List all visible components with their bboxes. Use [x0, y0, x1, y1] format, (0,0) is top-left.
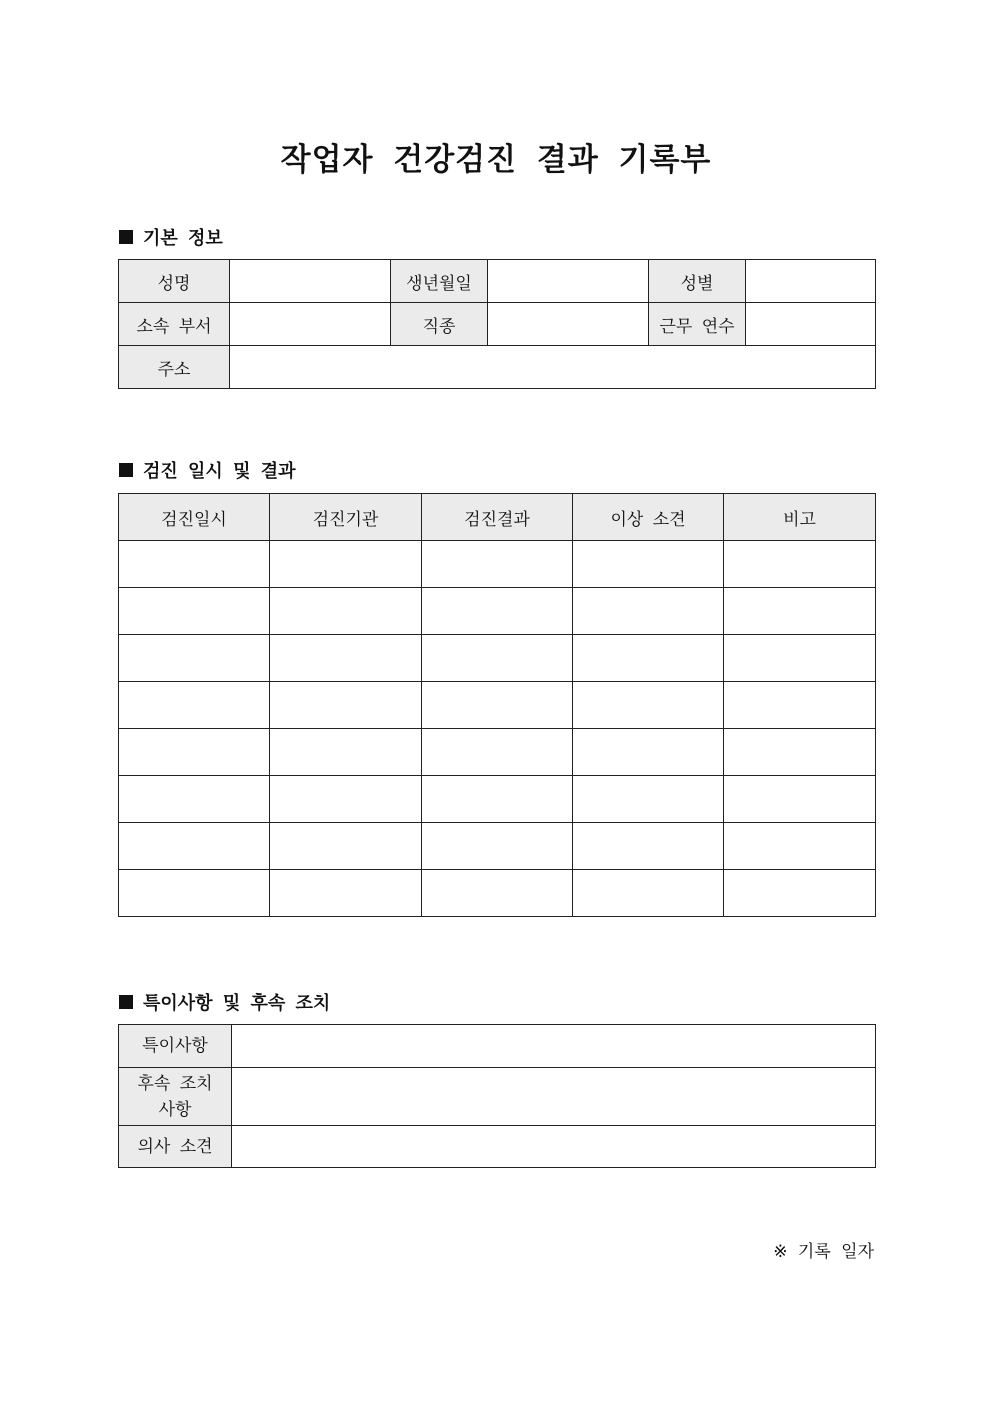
- table-cell[interactable]: [270, 588, 422, 635]
- table-cell[interactable]: [573, 823, 724, 870]
- section-heading-basic-info: [119, 224, 223, 250]
- table-cell[interactable]: [270, 776, 422, 823]
- table-cell[interactable]: [270, 541, 422, 588]
- table-cell[interactable]: [119, 541, 270, 588]
- table-cell[interactable]: [573, 682, 724, 729]
- notes-table: [118, 1024, 876, 1168]
- square-bullet-icon: [119, 230, 133, 244]
- table-row: [119, 870, 876, 917]
- label-department: 소속 부서: [119, 303, 230, 346]
- gender-field[interactable]: [746, 260, 876, 303]
- table-cell[interactable]: [119, 635, 270, 682]
- label-gender: 성별: [649, 260, 746, 303]
- job-type-field[interactable]: [488, 303, 649, 346]
- table-cell[interactable]: [422, 682, 573, 729]
- square-bullet-icon: [119, 995, 133, 1009]
- column-header-abnormal-findings: 이상 소견: [573, 494, 724, 541]
- special-notes-field[interactable]: [232, 1025, 876, 1068]
- table-cell[interactable]: [270, 729, 422, 776]
- doctor-opinion-field[interactable]: [232, 1126, 876, 1168]
- label-doctor-opinion: 의사 소견: [119, 1126, 232, 1168]
- label-special-notes: 특이사항: [119, 1025, 232, 1068]
- table-row: [119, 682, 876, 729]
- label-name: 성명: [119, 260, 230, 303]
- table-cell[interactable]: [724, 870, 876, 917]
- table-cell[interactable]: [724, 776, 876, 823]
- label-years-of-service: 근무 연수: [649, 303, 746, 346]
- department-field[interactable]: [230, 303, 391, 346]
- table-cell[interactable]: [119, 870, 270, 917]
- label-follow-up-line2: 사항: [158, 1099, 192, 1120]
- table-row: [119, 776, 876, 823]
- address-field[interactable]: [230, 346, 876, 389]
- table-cell[interactable]: [270, 823, 422, 870]
- table-cell[interactable]: [270, 870, 422, 917]
- table-cell[interactable]: [573, 635, 724, 682]
- table-cell[interactable]: [119, 682, 270, 729]
- table-cell[interactable]: [422, 635, 573, 682]
- table-cell[interactable]: [573, 729, 724, 776]
- column-header-exam-institution: 검진기관: [270, 494, 422, 541]
- section-heading-text: 기본 정보: [143, 228, 223, 249]
- table-cell[interactable]: [422, 541, 573, 588]
- table-cell[interactable]: [422, 870, 573, 917]
- column-header-exam-result: 검진결과: [422, 494, 573, 541]
- table-cell[interactable]: [119, 729, 270, 776]
- table-row: [119, 635, 876, 682]
- label-follow-up-line1: 후속 조치: [137, 1073, 213, 1094]
- table-row: [119, 541, 876, 588]
- section-heading-text: 특이사항 및 후속 조치: [143, 993, 331, 1014]
- table-cell[interactable]: [573, 870, 724, 917]
- years-of-service-field[interactable]: [746, 303, 876, 346]
- table-cell[interactable]: [724, 588, 876, 635]
- section-heading-notes: [119, 989, 330, 1015]
- table-cell[interactable]: [724, 635, 876, 682]
- section-heading-text: 검진 일시 및 결과: [143, 461, 296, 482]
- table-cell[interactable]: [422, 588, 573, 635]
- basic-info-table: [118, 259, 876, 389]
- birthdate-field[interactable]: [488, 260, 649, 303]
- follow-up-field[interactable]: [232, 1068, 876, 1126]
- column-header-exam-date: 검진일시: [119, 494, 270, 541]
- table-cell[interactable]: [573, 588, 724, 635]
- table-row: [119, 823, 876, 870]
- table-cell[interactable]: [422, 823, 573, 870]
- label-address: 주소: [119, 346, 230, 389]
- label-job-type: 직종: [391, 303, 488, 346]
- section-heading-exam: [119, 457, 296, 483]
- table-cell[interactable]: [119, 776, 270, 823]
- exam-results-table: [118, 493, 876, 917]
- column-header-remarks: 비고: [724, 494, 876, 541]
- table-cell[interactable]: [270, 635, 422, 682]
- table-cell[interactable]: [422, 729, 573, 776]
- table-cell[interactable]: [724, 823, 876, 870]
- table-cell[interactable]: [119, 588, 270, 635]
- table-cell[interactable]: [270, 682, 422, 729]
- record-date-label: ※ 기록 일자: [773, 1242, 874, 1262]
- table-row: [119, 729, 876, 776]
- square-bullet-icon: [119, 463, 133, 477]
- table-cell[interactable]: [724, 729, 876, 776]
- name-field[interactable]: [230, 260, 391, 303]
- table-cell[interactable]: [573, 776, 724, 823]
- label-follow-up: [119, 1068, 232, 1126]
- table-cell[interactable]: [422, 776, 573, 823]
- table-cell[interactable]: [573, 541, 724, 588]
- label-birthdate: 생년월일: [391, 260, 488, 303]
- table-row: [119, 588, 876, 635]
- table-cell[interactable]: [724, 541, 876, 588]
- page-title: 작업자 건강검진 결과 기록부: [280, 142, 712, 178]
- table-cell[interactable]: [724, 682, 876, 729]
- table-cell[interactable]: [119, 823, 270, 870]
